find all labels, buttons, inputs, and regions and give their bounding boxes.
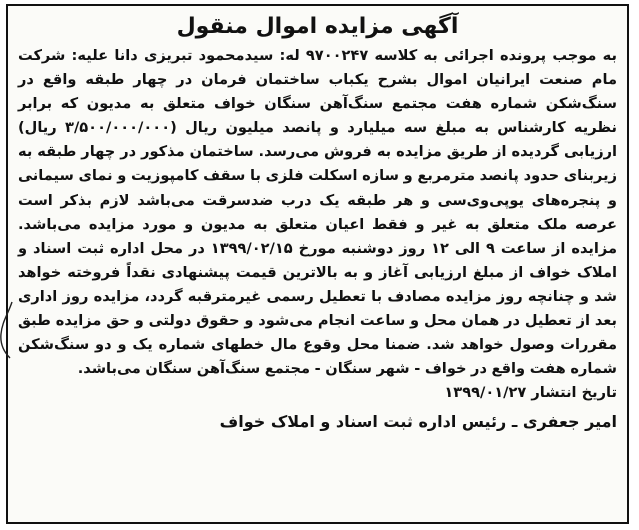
- margin-pen-mark: [0, 300, 14, 360]
- notice-frame: [6, 4, 629, 524]
- notice-body: به موجب پرونده اجرائی به کلاسه ۹۷۰۰۲۴۷ له: سیدمحمود تبریزی دانا علیه: شرکت مام صنعت ایرانیان اموال بشرح یکباب ساختمان فرمان در چهار طبقه واقع در سنگ‌شکن شماره هفت مجتمع سنگ‌آهن سنگان خواف متعلق به مدیون که برابر نظریه کارشناس به مبلغ سه میلیارد و پانصد میلیون ریال (۳/۵۰۰/۰۰۰/۰۰۰ ریال) ارزیابی گردیده از طریق مزایده به فروش می‌رسد. ساختمان مذکور در چهار طبقه به زیربنای حدود پانصد مترمربع و سازه اسکلت فلزی با سقف کامپوزیت و نمای سیمانی و پنجره‌های یوپی‌وی‌سی و هر طبقه یک درب ضدسرقت می‌باشد لازم بذکر است عرصه ملک متعلق به غیر و فقط اعیان متعلق به مدیون و مورد مزایده می‌باشد. مزایده از ساعت ۹ الی ۱۲ روز دوشنبه مورخ ۱۳۹۹/۰۲/۱۵ در محل اداره ثبت اسناد و املاک خواف از مبلغ ارزیابی آغاز و به بالاترین قیمت پیشنهادی نقداً فروخته خواهد شد و چنانچه روز مزایده مصادف با تعطیل رسمی غیرمترقبه گردد، مزایده روز اداری بعد از تعطیل در همان محل و ساعت انجام می‌شود و حقوق دولتی و حق مزایده طبق مقررات وصول خواهد شد. ضمنا محل وقوع مال خطهای شماره یک و دو سنگ‌شکن شماره هفت واقع در خواف - شهر سنگان - مجتمع سنگ‌آهن سنگان می‌باشد.: [18, 47, 617, 378]
- publish-date: تاریخ انتشار ۱۳۹۹/۰۱/۲۷: [444, 384, 617, 402]
- notice-title: آگهی مزایده اموال منقول: [176, 14, 459, 39]
- signature-line: امیر جعفری ـ رئیس اداره ثبت اسناد و املاک خواف: [219, 412, 617, 432]
